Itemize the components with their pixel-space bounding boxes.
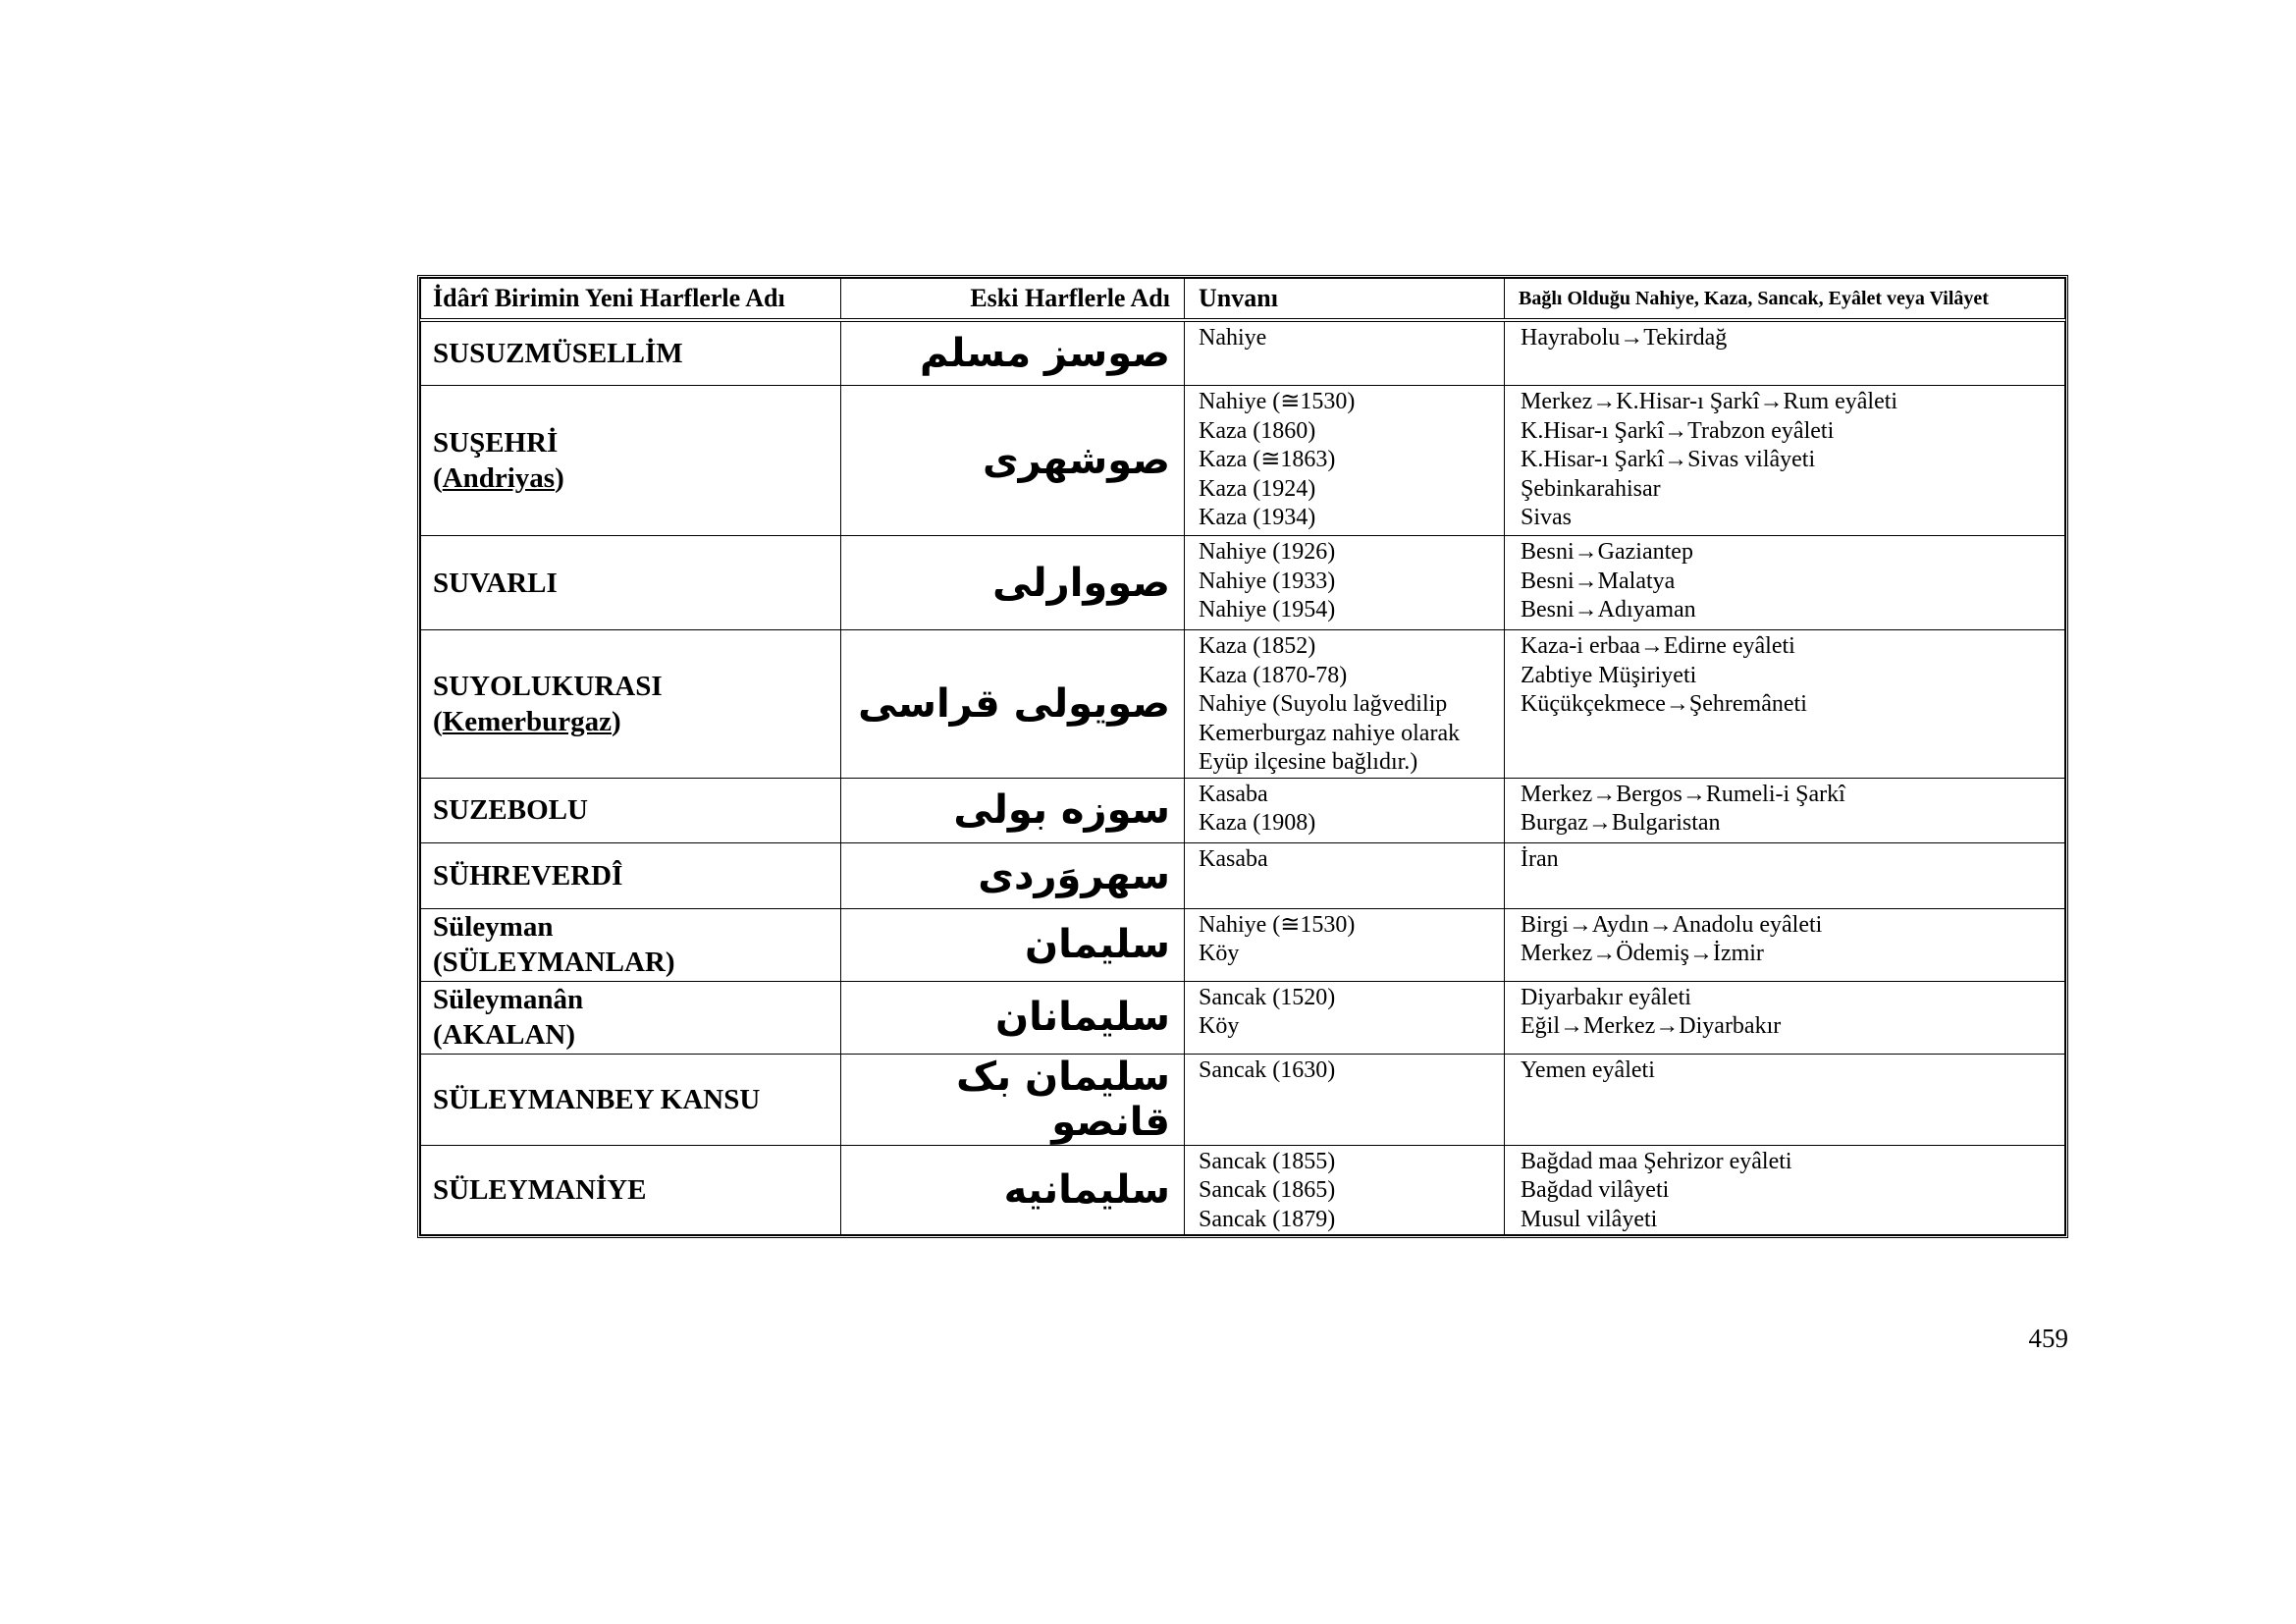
title-line: Nahiye (1926)	[1199, 539, 1336, 565]
table-row	[421, 320, 2065, 386]
linked-line: Burgaz→Bulgaristan	[1521, 810, 1721, 836]
linked-cell	[1505, 908, 2065, 981]
linked-line: K.Hisar-ı Şarkî→Trabzon eyâleti	[1521, 417, 1835, 444]
linked-cell	[1505, 778, 2065, 842]
alt-name-text: SÜLEYMANLAR	[442, 947, 666, 978]
title-line: Nahiye (≅1530)	[1199, 389, 1356, 414]
linked-line: Sivas	[1521, 505, 1573, 530]
table-row	[421, 778, 2065, 842]
title-line: Nahiye (1954)	[1199, 597, 1336, 623]
title-cell	[1185, 1145, 1505, 1235]
title-line: Sancak (1520)	[1199, 984, 1336, 1010]
title-cell	[1185, 320, 1505, 386]
old-name-cell: سليمان بک قانصو	[841, 1054, 1185, 1145]
table-row	[421, 1054, 2065, 1145]
title-line: Nahiye (1933)	[1199, 568, 1336, 594]
alt-name-text: AKALAN	[442, 1019, 566, 1051]
header-new-name: İdârî Birimin Yeni Harflerle Adı	[421, 279, 841, 321]
unit-name-cell	[421, 908, 841, 981]
linked-line: Yemen eyâleti	[1521, 1056, 1655, 1083]
unit-name: SÜLEYMANBEY KANSU	[433, 1083, 761, 1115]
linked-line: İran	[1521, 845, 1559, 872]
title-cell	[1185, 1054, 1505, 1145]
title-cell	[1185, 630, 1505, 779]
linked-line: Merkez→K.Hisar-ı Şarkî→Rum eyâleti	[1521, 389, 1898, 414]
unit-name-cell	[421, 320, 841, 386]
page-number: 459	[2028, 1324, 2068, 1353]
linked-line: Merkez→Bergos→Rumeli-i Şarkî	[1521, 781, 1845, 807]
linked-cell	[1505, 536, 2065, 630]
linked-cell	[1505, 320, 2065, 386]
linked-line: Küçükçekmece→Şehremâneti	[1521, 691, 1807, 717]
linked-line: Musul vilâyeti	[1521, 1206, 1658, 1232]
linked-line: Besni→Malatya	[1521, 568, 1676, 594]
linked-line: Eğil→Merkez→Diyarbakır	[1521, 1013, 1782, 1039]
linked-line: Bağdad maa Şehrizor eyâleti	[1521, 1148, 1792, 1174]
unit-name-cell	[421, 630, 841, 779]
linked-line: Zabtiye Müşiriyeti	[1521, 662, 1697, 688]
unit-name: SUVARLI	[433, 567, 558, 599]
unit-name: SUZEBOLU	[433, 794, 588, 826]
linked-line: Birgi→Aydın→Anadolu eyâleti	[1521, 911, 1823, 938]
old-name-cell: سوزه بولى	[841, 778, 1185, 842]
linked-cell	[1505, 1054, 2065, 1145]
title-line: Kaza (1924)	[1199, 475, 1316, 502]
title-line: Sancak (1630)	[1199, 1056, 1336, 1083]
linked-line: Bağdad vilâyeti	[1521, 1177, 1670, 1203]
old-name-cell: سليمان	[841, 908, 1185, 981]
linked-cell	[1505, 386, 2065, 536]
title-line: Kaza (1860)	[1199, 417, 1316, 444]
old-name-cell: سليمانان	[841, 981, 1185, 1054]
title-line: Sancak (1879)	[1199, 1206, 1336, 1232]
linked-cell	[1505, 630, 2065, 779]
title-line: Nahiye	[1199, 325, 1267, 351]
table-row	[421, 1145, 2065, 1235]
table-row	[421, 630, 2065, 779]
linked-line: Hayrabolu→Tekirdağ	[1521, 325, 1728, 351]
title-cell	[1185, 386, 1505, 536]
old-name-cell: صوشهرى	[841, 386, 1185, 536]
old-name-cell: سهروَردى	[841, 842, 1185, 908]
title-line: Kasaba	[1199, 781, 1268, 807]
linked-line: Diyarbakır eyâleti	[1521, 984, 1691, 1010]
linked-line: K.Hisar-ı Şarkî→Sivas vilâyeti	[1521, 447, 1816, 472]
table-row	[421, 536, 2065, 630]
title-line: Köy	[1199, 941, 1240, 966]
header-title: Unvanı	[1185, 279, 1505, 321]
unit-name: SUŞEHRİ	[433, 427, 559, 459]
old-name-cell: سليمانيه	[841, 1145, 1185, 1235]
title-line: Kaza (1870-78)	[1199, 662, 1348, 688]
unit-name-cell	[421, 778, 841, 842]
title-line: Kaza (1934)	[1199, 505, 1316, 530]
unit-alt-name: (SÜLEYMANLAR)	[433, 947, 675, 978]
unit-name: SUYOLUKURASI	[433, 670, 663, 702]
title-line: Kaza (1852)	[1199, 633, 1316, 659]
unit-name-cell	[421, 981, 841, 1054]
title-line: Köy	[1199, 1013, 1240, 1039]
unit-alt-name: (Andriyas)	[433, 462, 564, 494]
title-cell	[1185, 981, 1505, 1054]
unit-name: Süleymanân	[433, 984, 584, 1015]
unit-name-cell	[421, 842, 841, 908]
table-row	[421, 386, 2065, 536]
table	[420, 278, 2065, 1235]
unit-name: SÜHREVERDÎ	[433, 859, 623, 892]
title-line: Nahiye (≅1530)	[1199, 911, 1356, 938]
unit-name-cell	[421, 386, 841, 536]
title-line: Kemerburgaz nahiye olarak	[1199, 720, 1461, 746]
linked-cell	[1505, 1145, 2065, 1235]
title-line: Kaza (1908)	[1199, 810, 1316, 836]
linked-cell	[1505, 842, 2065, 908]
title-cell	[1185, 536, 1505, 630]
title-line: Kaza (≅1863)	[1199, 447, 1336, 472]
unit-name-cell	[421, 536, 841, 630]
alt-name-text: Kemerburgaz	[442, 705, 613, 737]
table-row	[421, 842, 2065, 908]
old-name-cell: صوسز مسلم	[841, 320, 1185, 386]
linked-line: Kaza-i erbaa→Edirne eyâleti	[1521, 633, 1795, 659]
header-row	[421, 279, 2065, 321]
unit-name-cell	[421, 1054, 841, 1145]
header-linked-unit: Bağlı Olduğu Nahiye, Kaza, Sancak, Eyâlet veya Vilâyet	[1505, 279, 2065, 321]
title-line: Kasaba	[1199, 845, 1268, 872]
unit-alt-name: (AKALAN)	[433, 1019, 576, 1051]
header-old-name: Eski Harflerle Adı	[841, 279, 1185, 321]
unit-name-cell	[421, 1145, 841, 1235]
unit-alt-name: (Kemerburgaz)	[433, 705, 621, 737]
old-name-cell: صويولى قراسى	[841, 630, 1185, 779]
table-row	[421, 981, 2065, 1054]
unit-name: Süleyman	[433, 911, 554, 943]
old-name-cell: صووارلى	[841, 536, 1185, 630]
title-line: Sancak (1865)	[1199, 1177, 1336, 1203]
linked-line: Besni→Gaziantep	[1521, 539, 1693, 565]
title-cell	[1185, 908, 1505, 981]
administrative-units-table	[417, 275, 2068, 1238]
table-row	[421, 908, 2065, 981]
title-cell	[1185, 842, 1505, 908]
title-line: Sancak (1855)	[1199, 1148, 1336, 1174]
linked-cell	[1505, 981, 2065, 1054]
linked-line: Şebinkarahisar	[1521, 475, 1661, 502]
title-line: Eyüp ilçesine bağlıdır.)	[1199, 749, 1418, 775]
linked-line: Besni→Adıyaman	[1521, 597, 1696, 623]
title-cell	[1185, 778, 1505, 842]
alt-name-text: Andriyas	[442, 462, 556, 494]
title-line: Nahiye (Suyolu lağvedilip	[1199, 691, 1448, 717]
unit-name: SÜLEYMANİYE	[433, 1173, 647, 1206]
unit-name: SUSUZMÜSELLİM	[433, 338, 683, 369]
linked-line: Merkez→Ödemiş→İzmir	[1521, 941, 1764, 966]
